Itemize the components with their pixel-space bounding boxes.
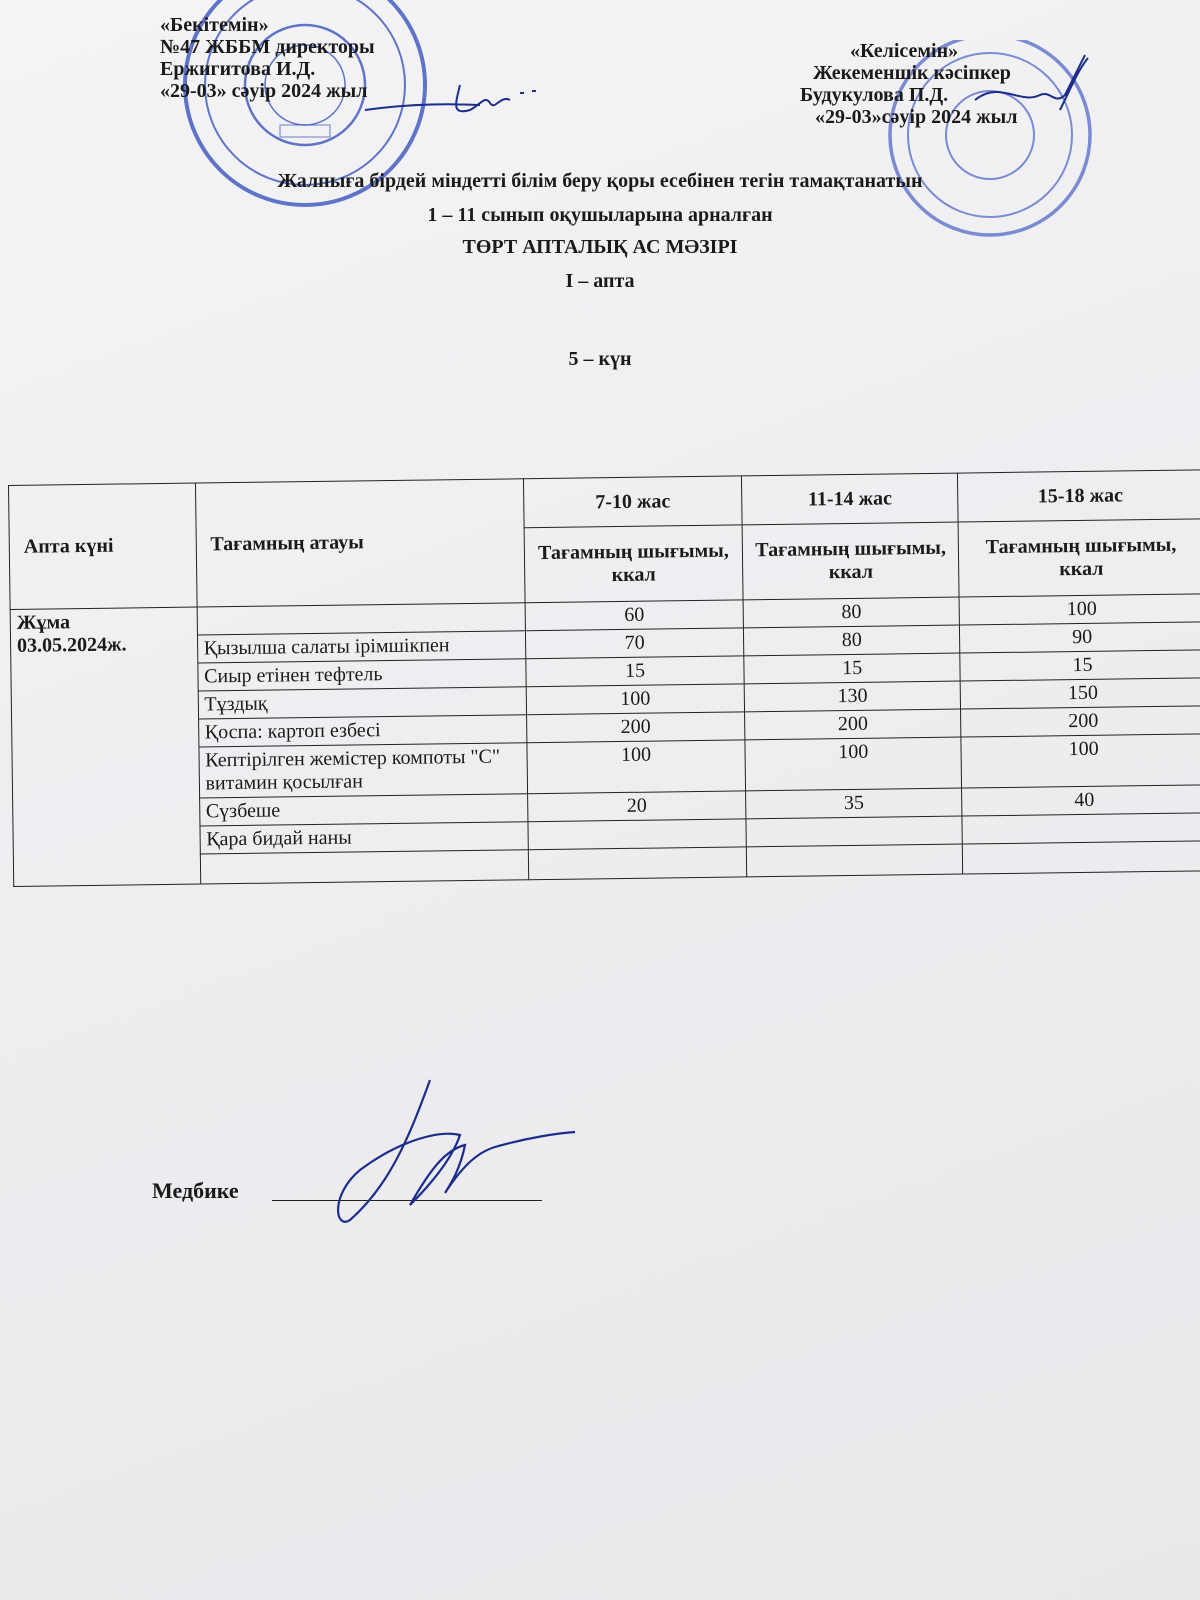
approval-right-line3: Будукулова П.Д. xyxy=(800,84,949,106)
dish-name: Қызылша салаты ірімшікпен xyxy=(197,631,526,663)
title-week: І – апта xyxy=(565,270,635,292)
value-cell xyxy=(962,813,1200,844)
value-cell: 15 xyxy=(526,656,745,687)
dish-name: Тұздық xyxy=(198,687,527,719)
day-date: 03.05.2024ж. xyxy=(16,633,127,657)
value-cell xyxy=(746,816,963,847)
nurse-label: Медбике xyxy=(152,1178,239,1203)
value-cell: 20 xyxy=(527,791,746,822)
value-cell xyxy=(746,844,963,877)
day-cell xyxy=(10,607,200,886)
value-cell: 200 xyxy=(745,709,962,740)
value-cell xyxy=(963,841,1200,874)
value-cell: 80 xyxy=(743,597,960,628)
dish-name xyxy=(200,850,529,884)
approval-left-line3: Ержигитова И.Д. xyxy=(160,58,316,80)
approval-left-line2: №47 ЖББМ директоры xyxy=(160,36,375,58)
subheader-output: Тағамның шығымы, ккал xyxy=(524,525,743,603)
dish-name: Қара бидай наны xyxy=(200,822,529,854)
approval-right-line2: Жекеменшік кәсіпкер xyxy=(813,62,1011,84)
header-age-15-18: 15-18 жас xyxy=(958,470,1200,522)
approval-right-line1: «Келісемін» xyxy=(850,40,959,62)
approval-left-line1: «Бекітемін» xyxy=(160,14,269,36)
approval-left-line4: «29-03» сәуір 2024 жыл xyxy=(160,80,368,102)
value-cell: 40 xyxy=(962,785,1200,816)
header-age-11-14: 11-14 жас xyxy=(742,473,959,525)
title-line-1: Жалпыға бірдей міндетті білім беру қоры есебінен тегін тамақтанатын xyxy=(277,170,923,192)
value-cell: 130 xyxy=(744,681,961,712)
value-cell: 100 xyxy=(745,737,962,791)
header-day: Апта күні xyxy=(9,483,197,609)
value-cell: 70 xyxy=(525,628,744,659)
title-line-3: ТӨРТ АПТАЛЫҚ АС МӘЗІРІ xyxy=(462,236,738,258)
approval-block-left xyxy=(160,14,375,102)
title-line-2: 1 – 11 сынып оқушыларына арналған xyxy=(427,204,773,226)
subheader-output: Тағамның шығымы, ккал xyxy=(742,522,959,600)
approval-right-line4: «29-03»сәуір 2024 жыл xyxy=(815,106,1018,128)
value-cell: 35 xyxy=(746,788,963,819)
value-cell: 80 xyxy=(744,625,961,656)
value-cell xyxy=(528,819,747,850)
dish-name: Сиыр етінен тефтель xyxy=(197,659,526,691)
value-cell: 150 xyxy=(960,678,1200,709)
header-dish-name: Тағамның атауы xyxy=(195,479,525,607)
header-age-7-10: 7-10 жас xyxy=(523,476,742,528)
dish-name: Кептірілген жемістер компоты "С" витамин қосылған xyxy=(199,743,528,798)
day-name: Жұма xyxy=(16,611,71,634)
value-cell: 15 xyxy=(744,653,961,684)
value-cell: 90 xyxy=(960,622,1200,653)
value-cell: 100 xyxy=(526,684,745,715)
entrepreneur-signature xyxy=(970,50,1100,130)
value-cell xyxy=(528,847,747,880)
subheader-output: Тағамның шығымы, ккал xyxy=(958,519,1200,597)
value-cell: 200 xyxy=(961,706,1200,737)
value-cell: 100 xyxy=(959,594,1200,625)
value-cell: 200 xyxy=(526,712,745,743)
value-cell: 15 xyxy=(960,650,1200,681)
value-cell: 100 xyxy=(961,734,1200,788)
value-cell: 60 xyxy=(525,600,744,631)
value-cell: 100 xyxy=(527,740,746,794)
title-day: 5 – күн xyxy=(568,348,632,370)
director-signature xyxy=(360,75,560,135)
nurse-signature xyxy=(290,1075,590,1275)
menu-table xyxy=(8,469,1200,887)
dish-name: Қоспа: картоп езбесі xyxy=(198,715,527,747)
dish-name xyxy=(197,603,526,635)
dish-name: Сүзбеше xyxy=(199,794,528,826)
